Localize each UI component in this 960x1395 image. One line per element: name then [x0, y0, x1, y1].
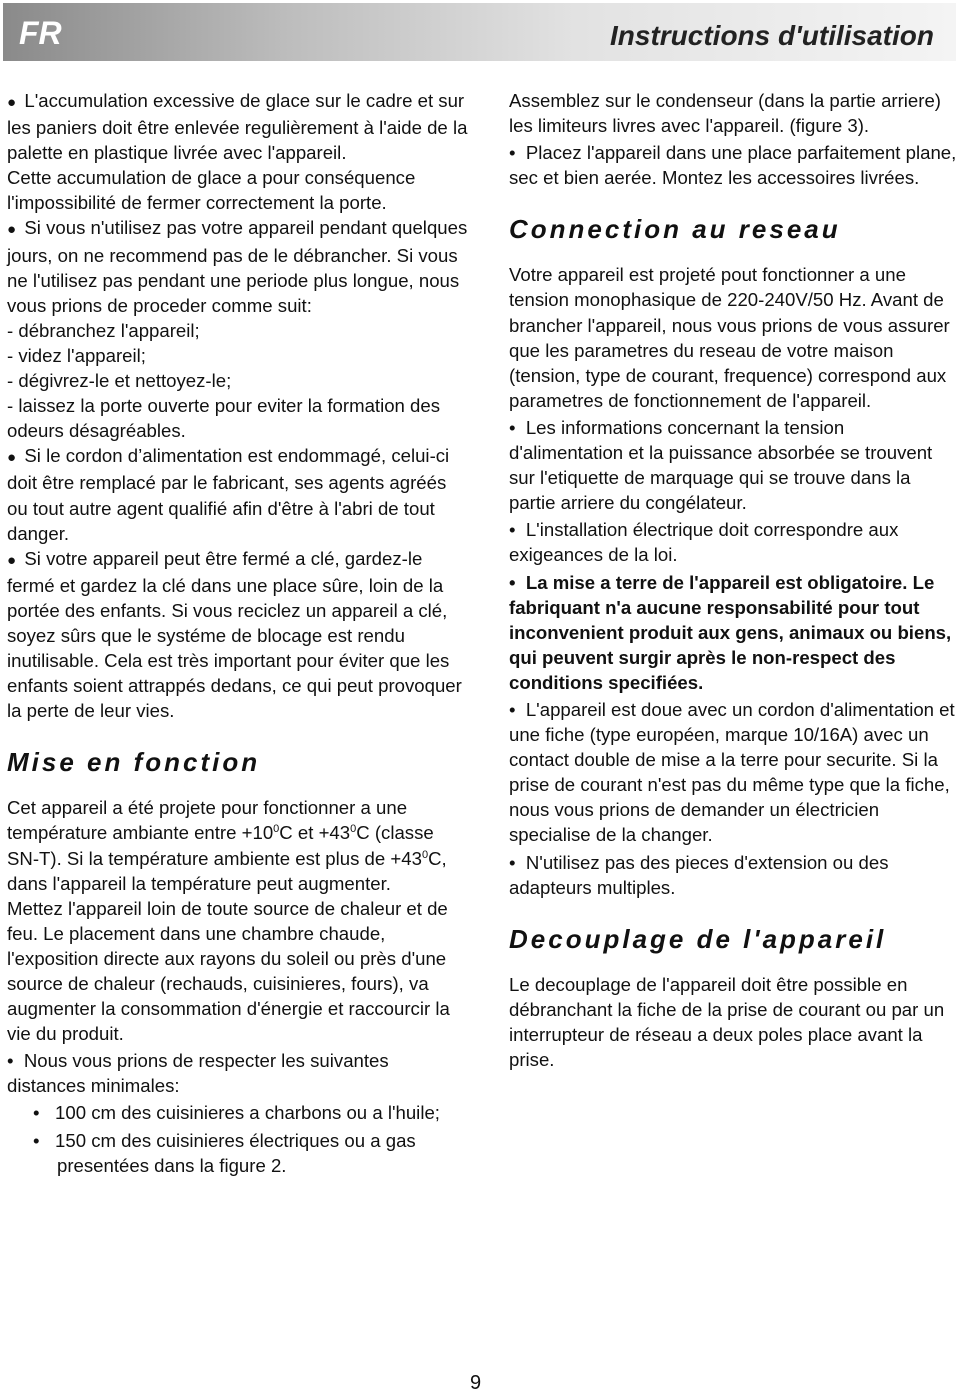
document-title: Instructions d'utilisation [610, 20, 934, 51]
paragraph-rating-label: • Les informations concernant la tension d'alimentation et la puissance absorbée se trouvent sur l'etiquette de marquage qui se trouve dans la partie arriere du congélateur. [509, 415, 957, 515]
paragraph-temperature: Cet appareil a été projete pour fonctionner a une température ambiante entre $+10^0C$ et $+43^0C$ (classe SN-T). Si la température ambiente est plus de $+43^0C$, dans l'appareil la température peut augmenter. [7, 797, 447, 894]
step-item: - dégivrez-le et nettoyez-le; [7, 370, 232, 392]
section-title-connection: Connection au reseau [509, 214, 841, 245]
distance-item: • 150 cm des cuisinieres électriques ou a gas presentées dans la figure 2. [7, 1128, 469, 1178]
right-column [509, 88, 957, 1072]
left-column [7, 88, 469, 1178]
paragraph-grounding-warning: • La mise a terre de l'appareil est obligatoire. Le fabriquant n'a aucune responsabilité pour tout inconvenient produit aux gens, animaux ou biens, qui peuvent surgir après le non-respect des conditions specifiées. [509, 570, 957, 695]
page-header [3, 3, 956, 61]
paragraph-power-plug: • L'appareil est doue avec un cordon d'alimentation et une fiche (type européen, marque 10/16A) avec un contact double de mise a la terre pour securite. Si la prise de courant n'est pas du même type que la fiche, nous vous prions de demander un électricien specialise de la changer. [509, 697, 957, 848]
paragraph-unused-appliance: ● Si vous n'utilisez pas votre appareil pendant quelques jours, on ne recommend pas de le débrancher. Si vous ne l'utilisez pas pendant une periode plus longue, nous vous prions de proceder comme suit: [7, 215, 469, 317]
language-label: FR [19, 15, 62, 51]
section-title-mise-en-fonction: Mise en fonction [7, 747, 261, 778]
page-number: 9 [470, 1372, 482, 1394]
paragraph-placement: • Placez l'appareil dans une place parfaitement plane, sec et bien aerée. Montez les accessoires livrées. [509, 140, 957, 190]
step-item: - laissez la porte ouverte pour eviter la formation des odeurs désagréables. [7, 395, 441, 442]
paragraph-distances-intro: • Nous vous prions de respecter les suivantes distances minimales: [7, 1048, 469, 1098]
paragraph-disconnection: Le decouplage de l'appareil doit être possible en débranchant la fiche de la prise de courant ou par un interrupteur de réseau a deux poles place avant la prise. [509, 973, 945, 1070]
paragraph-voltage: Votre appareil est projeté pout fonctionner a une tension monophasique de 220-240V/50 Hz. Avant de brancher l'appareil, nous vous prions de vous assurer que les parametres du reseau de votre maison (tension, type de courant, frequence) correspond aux parametres de fonctionnement de l'appareil. [509, 264, 950, 411]
paragraph-ice-consequence: Cette accumulation de glace a pour conséquence l'impossibilité de fermer correctement la porte. [7, 167, 416, 214]
step-item: - videz l'appareil; [7, 344, 146, 366]
paragraph-lock-safety: ● Si votre appareil peut être fermé a clé, gardez-le fermé et gardez la clé dans une place sûre, loin de la portée des enfants. Si vous reciclez un appareil a clé, soyez sûrs que le systéme de blocage est rendu inutilisable. Cela est très important pour éviter que les enfants soient attrappés dedans, ce qui peut provoquer la perte de leur vies. [7, 546, 469, 724]
step-item: - débranchez l'appareil; [7, 319, 200, 341]
paragraph-extensions: • N'utilisez pas des pieces d'extension ou des adapteurs multiples. [509, 850, 957, 900]
paragraph-condenser: Assemblez sur le condenseur (dans la partie arriere) les limiteurs livres avec l'appareil. (figure 3). [509, 90, 941, 137]
paragraph-heat-sources: Mettez l'appareil loin de toute source de chaleur et de feu. Le placement dans une chambre chaude, l'exposition directe aux rayons du soleil ou près d'une source de chaleur (rechauds, cuisinieres, fours), va augmenter la consommation d'énergie et raccourcir la vie du produit. [7, 897, 450, 1045]
paragraph-installation-law: • L'installation électrique doit correspondre aux exigeances de la loi. [509, 517, 957, 567]
section-title-decouplage: Decouplage de l'appareil [509, 923, 887, 954]
paragraph-power-cord: ● Si le cordon d’alimentation est endommagé, celui-ci doit être remplacé par le fabricant, ses agents agréés ou tout autre agent qualifié afin d'être à l'abri de tout danger. [7, 443, 469, 545]
distance-item: • 100 cm des cuisinieres a charbons ou a l'huile; [7, 1100, 469, 1125]
paragraph-ice-removal: ● L'accumulation excessive de glace sur le cadre et sur les paniers doit être enlevée regulièrement à l'aide de la palette en plastique livrée avec l'appareil. [7, 88, 469, 165]
